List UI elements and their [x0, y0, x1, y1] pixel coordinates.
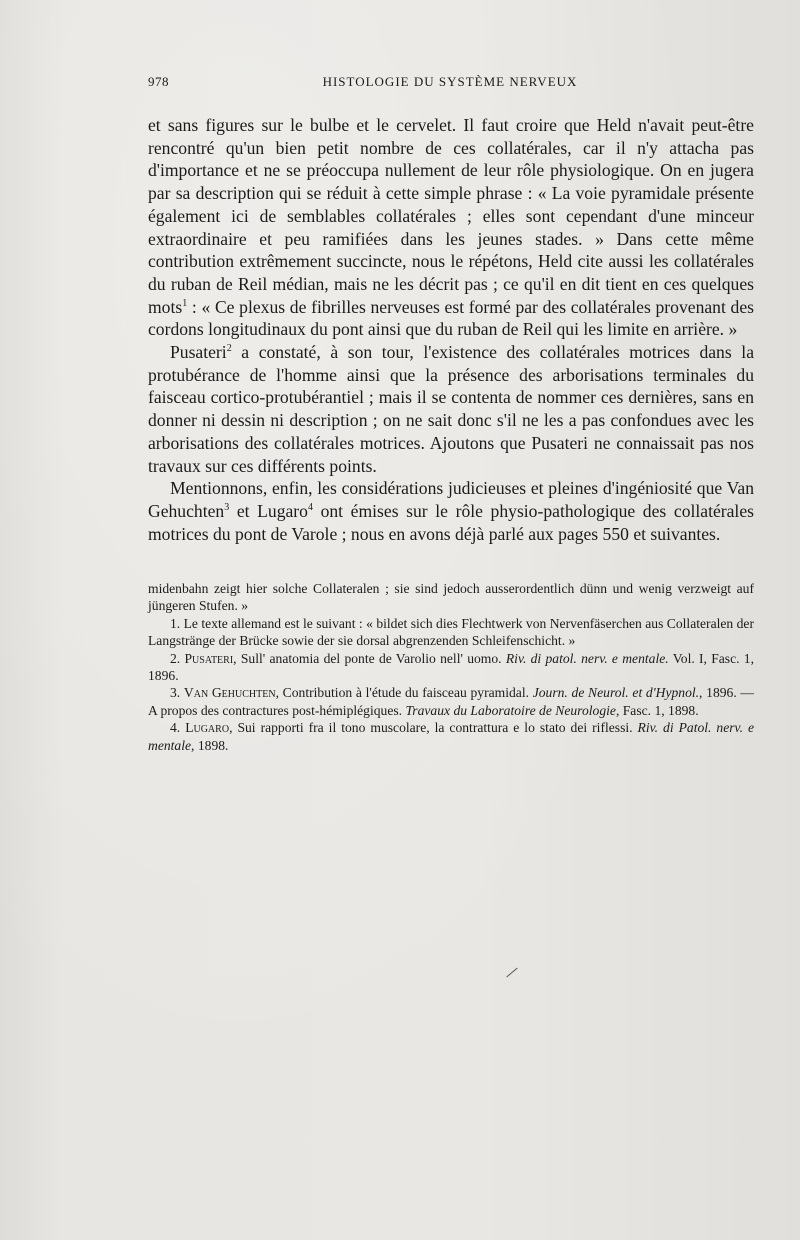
footnote-4-number: 4. — [170, 720, 186, 736]
footnote-2-journal: Riv. di patol. nerv. e mentale. — [505, 650, 669, 666]
footnote-1: 1. Le texte allemand est le suivant : « bildet sich dies Flechtwerk von Nervenfäserchen aus Collateralen der Langstränge der Brücke sowie der sie dorsal abgrenzenden Schleifenschicht. » — [148, 615, 754, 649]
footnote-4-issue: , 1898. — [191, 737, 229, 753]
paragraph-1-text: et sans figures sur le bulbe et le cervelet. Il faut croire que Held n'avait peut-être rencontré qu'un bien petit nombre de ces collatérales, car il n'y attacha pas d'importance et ne se préoccupa nullement de leur rôle physiologique. On en jugera par sa description qui se réduit à cette simple phrase : « La voie pyramidale présente également ici de semblables collatérales ; elles sont cependant d'une minceur extraordinaire et peu ramifiées dans les jeunes stades. » Dans cette même contribution extrêmement succincte, nous le répétons, Held cite aussi les collatérales du ruban de Reil médian, mais ne les décrit pas ; ce qu'il en dit tient en ces quelques mots — [148, 115, 754, 317]
paragraph-2-author: Pusateri — [170, 342, 227, 363]
footnote-3-title: , Contribution à l'étude du faisceau pyramidal. — [275, 685, 533, 701]
footnote-ref-1: 1 — [182, 297, 188, 309]
main-text — [148, 114, 754, 545]
footnote-4 — [148, 719, 754, 754]
footnote-2 — [148, 650, 754, 685]
footnote-3-second-title: , 1896. — A propos des contractures post-hémiplégiques. — [148, 685, 755, 718]
footnote-ref-2: 2 — [226, 343, 232, 355]
footnote-3-journal: Journ. de Neurol. et d'Hypnol. — [532, 685, 700, 701]
footnote-continuation: midenbahn zeigt hier solche Collateralen ; sie sind jedoch ausserordentlich dünn und wenig verzweigt auf jüngeren Stufen. » — [148, 581, 754, 614]
paragraph-1-quote: : « Ce plexus de fibrilles nerveuses est formé par des collatérales provenant des cordons longitudinaux du pont ainsi que du ruban de Reil qui les limite en arrière. » — [148, 296, 754, 340]
paragraph-2-text: a constaté, à son tour, l'existence des collatérales motrices dans la protubérance de l'homme ainsi que la présence des arborisations terminales du faisceau cortico-protubérantiel ; mais il se contenta de nommer ces dernières, sans en donner ni dessin ni description ; on ne sait donc s'il ne les a pas confondues avec les arborisations des collatérales motrices. Ajoutons que Pusateri ne connaissait pas nos travaux sur ces différents points. — [148, 342, 754, 476]
paragraph-3-text-c: ont émises sur le rôle physio-pathologique des collatérales motrices du pont de Varole ; nous en avons déjà parlé aux pages 550 et suivantes. — [148, 500, 754, 544]
footnote-2-issue: Vol. I, Fasc. 1, 1896. — [148, 650, 755, 684]
footnote-3-journal-2: Travaux du Laboratoire de Neurologie — [405, 702, 616, 718]
footnote-2-author: Pusateri — [184, 650, 234, 666]
stray-pen-mark — [506, 968, 517, 978]
footnote-ref-3: 3 — [224, 502, 230, 514]
footnote-2-number: 2. — [170, 650, 185, 666]
paragraph-2 — [148, 341, 754, 477]
paragraph-3-text-b: et Lugaro — [229, 500, 308, 521]
page-header — [148, 74, 752, 94]
footnote-ref-4: 4 — [307, 502, 313, 514]
page-number: 978 — [148, 74, 169, 89]
footnotes — [148, 580, 754, 754]
paragraph-3 — [148, 477, 754, 545]
footnote-3 — [148, 684, 754, 719]
paragraph-1 — [148, 114, 754, 341]
footnote-2-title: , Sull' anatomia del ponte de Varolio nell' uomo. — [233, 650, 506, 666]
footnote-4-journal: Riv. di Patol. nerv. e mentale — [148, 720, 754, 753]
footnote-3-author: Van Gehuchten — [183, 685, 276, 701]
footnote-4-title: , Sui rapporti fra il tono muscolare, la contrattura e lo stato dei riflessi. — [229, 720, 638, 736]
footnote-3-number: 3. — [170, 685, 184, 701]
paragraph-3-text-a: Mentionnons, enfin, les considérations judicieuses et pleines d'ingéniosité que Van Gehuchten — [148, 478, 754, 521]
footnote-4-author: Lugaro — [185, 720, 230, 736]
footnote-3-issue: , Fasc. 1, 1898. — [615, 702, 699, 718]
running-title: HISTOLOGIE DU SYSTÈME NERVEUX — [322, 74, 578, 89]
